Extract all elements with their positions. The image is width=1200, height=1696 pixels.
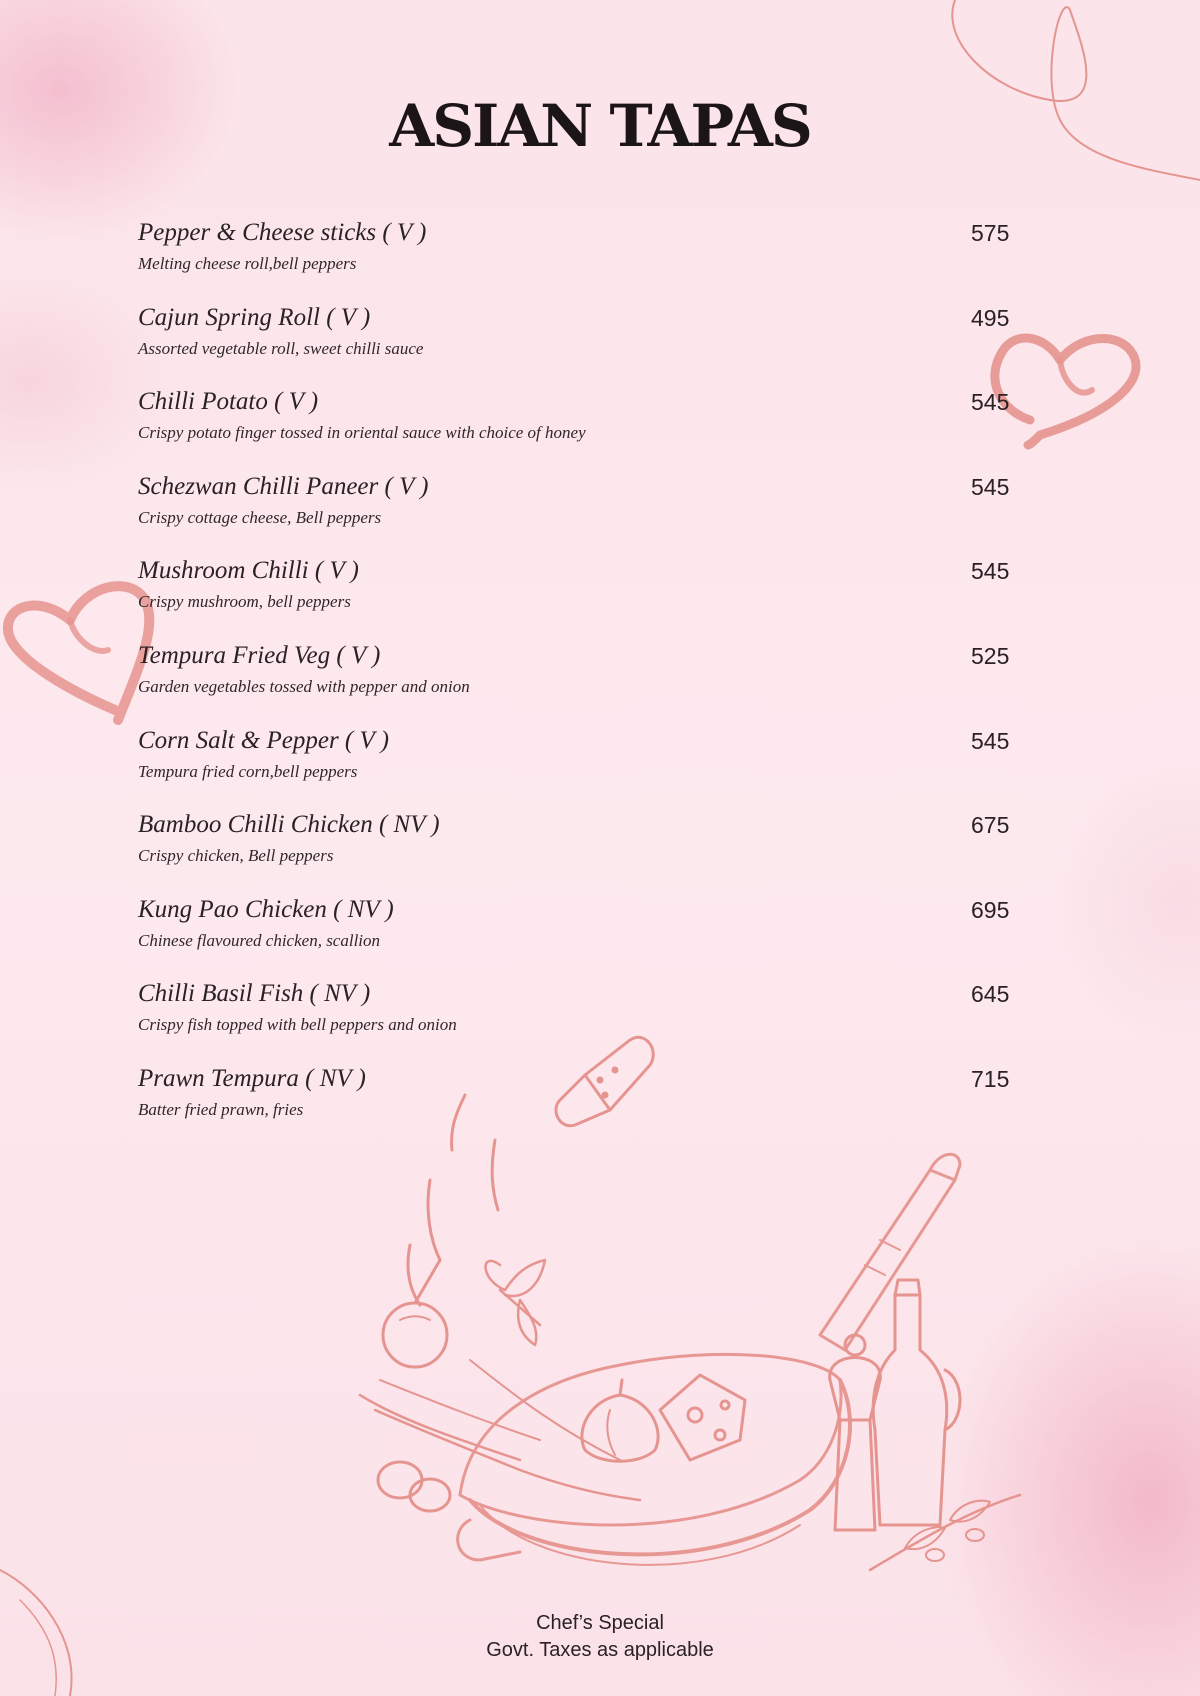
cheese-icon	[660, 1375, 745, 1460]
footer-taxes-note: Govt. Taxes as applicable	[486, 1639, 714, 1661]
menu-item	[138, 1065, 1018, 1150]
item-name: Mushroom Chilli ( V )	[138, 557, 359, 585]
menu-item	[138, 896, 1018, 981]
item-price: 495	[971, 304, 1010, 331]
item-description: Melting cheese roll,bell peppers	[138, 254, 357, 273]
item-description: Garden vegetables tossed with pepper and onion	[138, 676, 470, 696]
item-name: Schezwan Chilli Paneer ( V )	[138, 472, 429, 500]
item-name: Bamboo Chilli Chicken ( NV )	[138, 811, 440, 839]
item-price: 695	[971, 896, 1010, 923]
item-name: Pepper & Cheese sticks ( V )	[138, 219, 427, 246]
herb-leaf-icon	[486, 1260, 545, 1345]
menu-item	[138, 304, 1018, 389]
item-price: 675	[971, 812, 1010, 839]
menu-item	[138, 473, 1018, 558]
item-description: Assorted vegetable roll, sweet chilli sauce	[138, 338, 424, 358]
item-name: Chilli Potato ( V )	[138, 388, 319, 416]
item-description: Batter fried prawn, fries	[138, 1099, 304, 1119]
item-price: 525	[971, 642, 1010, 669]
heart-outline-icon	[8, 586, 149, 720]
item-description: Crispy mushroom, bell peppers	[138, 592, 351, 612]
item-name: Kung Pao Chicken ( NV )	[138, 895, 394, 923]
item-price: 715	[971, 1065, 1010, 1092]
item-price: 645	[971, 981, 1010, 1008]
item-name: Tempura Fried Veg ( V )	[138, 641, 381, 669]
item-description: Crispy fish topped with bell peppers and onion	[138, 1015, 457, 1035]
menu-item	[138, 727, 1018, 812]
item-price: 545	[971, 389, 1010, 416]
tomato-icon	[383, 1260, 447, 1367]
item-description: Tempura fried corn,bell peppers	[138, 761, 358, 781]
oil-bottle-icon	[873, 1280, 960, 1525]
wok-illustration-icon	[458, 1154, 960, 1565]
item-description: Crispy potato finger tossed in oriental sauce with choice of honey	[138, 423, 586, 443]
menu-item	[138, 388, 1018, 473]
page-title: ASIAN TAPAS	[389, 92, 811, 160]
menu-item	[138, 642, 1018, 727]
item-name: Cajun Spring Roll ( V )	[138, 303, 371, 331]
menu-item	[138, 219, 1018, 304]
footer-chefs-special: Chef’s Special	[536, 1612, 664, 1634]
item-price: 575	[971, 220, 1010, 246]
menu-list	[138, 219, 1018, 1150]
menu-item	[138, 811, 1018, 896]
item-description: Chinese flavoured chicken, scallion	[138, 930, 381, 950]
item-name: Prawn Tempura ( NV )	[138, 1064, 366, 1092]
item-name: Chilli Basil Fish ( NV )	[138, 980, 371, 1008]
item-price: 545	[971, 558, 1010, 585]
item-description: Crispy cottage cheese, Bell peppers	[138, 507, 382, 527]
item-description: Crispy chicken, Bell peppers	[138, 846, 334, 866]
menu-item	[138, 557, 1018, 642]
pepper-mill-icon	[830, 1335, 881, 1530]
garlic-icon	[582, 1380, 658, 1461]
item-price: 545	[971, 727, 1010, 754]
item-name: Corn Salt & Pepper ( V )	[138, 726, 389, 754]
menu-item	[138, 980, 1018, 1065]
item-price: 545	[971, 473, 1010, 500]
